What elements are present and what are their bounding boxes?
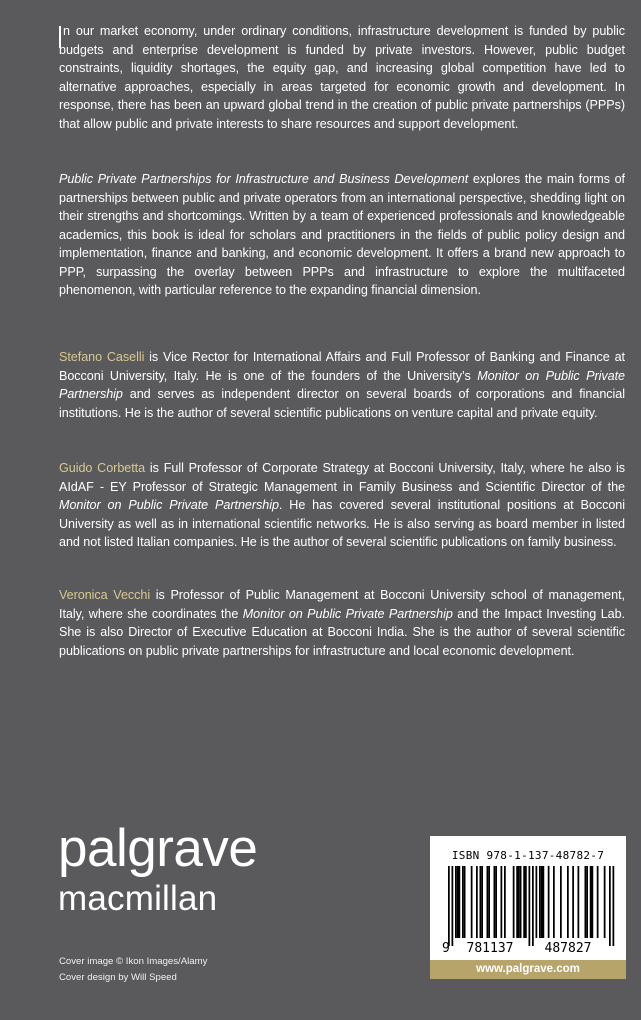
author-bio-caselli xyxy=(59,348,625,422)
description-paragraph xyxy=(59,170,625,300)
barcode-bar xyxy=(532,866,534,946)
author-name: Guido Corbetta xyxy=(59,461,146,475)
barcode-bar xyxy=(452,866,454,946)
publisher-line-macmillan: macmillan xyxy=(58,879,218,918)
bio-text: and the Impact Investing Lab. She is also Director of Executive Education at Bocconi India. She is the author of several scientific publications on public private partnerships for infrastructure and local economic development. xyxy=(59,606,626,658)
barcode-bar xyxy=(578,866,580,938)
cover-credits xyxy=(59,954,207,986)
barcode-bar xyxy=(597,866,599,938)
barcode-bar xyxy=(494,866,496,938)
barcode-bar xyxy=(518,866,520,938)
barcode-bar xyxy=(590,866,592,938)
description-text: explores the main forms of partnerships between public and private operators from an international perspective, shedding light on their strengths and shortcomings. Written by a team of experienced professionals and knowledgeable academics, this book is ideal for scholars and practitioners in the fields of public policy design and implementation, finance and banking, and economic development. It offers a brand new approach to PPP, surpassing the overlay between PPPs and infrastructure to explore the multifaceted phenomenon, with particular reference to the expanding financial dimension. xyxy=(59,172,626,297)
barcode-bar xyxy=(592,866,594,938)
barcode-bar xyxy=(548,866,550,938)
bio-text: is Vice Rector for International Affairs and Full Professor of Banking and Finance at Bocconi University, Italy. He is one of the founders of the University’s xyxy=(59,350,625,383)
bio-text: is Professor of Public Management at Bocconi University school of management, Italy, where she coordinates the xyxy=(59,588,625,621)
intro-text: n our market economy, under ordinary conditions, infrastructure development is funded by public budgets and enterprise development is funded by private investors. However, public budget constraints, liquidity shortages, the equity gap, and increasing global competition have led to alternative approaches, especially in areas targeted for economic growth and development. In response, there has been an upward global trend in the creation of public private partnerships (PPPs) that allow public and private interests to share resources and support development. xyxy=(59,24,625,131)
barcode-digits-left: 781137 xyxy=(466,941,514,956)
barcode-bar xyxy=(523,866,525,938)
bio-text: . He has covered several institutional positions at Bocconi University as well as in international scientific networks. He is also serving as board member in listed and not listed Italian companies. He is the author of several scientific publications on family business. xyxy=(59,498,625,549)
barcode-graphic xyxy=(430,836,626,960)
barcode-bar xyxy=(481,866,483,938)
publisher-logo xyxy=(58,819,258,918)
barcode-bar xyxy=(462,866,464,938)
barcode-bar xyxy=(459,866,461,938)
barcode-bar xyxy=(504,866,506,938)
cover-image-credit: Cover image © Ikon Images/Alamy xyxy=(59,956,208,967)
barcode-bar xyxy=(586,866,588,938)
barcode-bar xyxy=(457,866,459,938)
barcode-bar xyxy=(541,866,543,938)
barcode-bar xyxy=(553,866,555,938)
bio-italic: Monitor on Public Private Partnership xyxy=(59,368,625,401)
barcode-bar xyxy=(604,866,606,938)
barcode-bar xyxy=(448,866,450,946)
barcode-digits-right: 487827 xyxy=(544,941,592,956)
barcode-bar xyxy=(476,866,478,938)
bio-text: is Full Professor of Corporate Strategy at Bocconi University, Italy, where he also is AIdAF - EY Professor of Strategic Management in Family Business and Scientific Director of the xyxy=(59,461,625,494)
publisher-line-palgrave: palgrave xyxy=(58,819,258,878)
author-name: Stefano Caselli xyxy=(59,350,145,364)
barcode-bar xyxy=(609,866,611,946)
barcode-bar xyxy=(560,866,562,938)
barcode-bar xyxy=(471,866,473,938)
bio-text: and serves as independent director on several boards of corporations and financial institutions. He is the author of several scientific publications on venture capital and private equity. xyxy=(59,387,625,420)
barcode-bar xyxy=(520,866,522,938)
book-title: Public Private Partnerships for Infrastructure and Business Development xyxy=(59,172,469,186)
barcode-bar xyxy=(455,866,457,938)
author-name: Veronica Vecchi xyxy=(59,588,151,602)
barcode-bar xyxy=(585,866,587,938)
barcode-bar xyxy=(495,866,497,938)
cover-design-credit: Cover design by Will Speed xyxy=(59,972,177,983)
isbn-label: ISBN 978-1-137-48782-7 xyxy=(451,849,605,862)
barcode-bar xyxy=(539,866,541,938)
barcode-bar xyxy=(529,866,531,946)
author-bio-corbetta xyxy=(59,459,625,552)
barcode-bar xyxy=(480,866,482,938)
bio-italic: Monitor on Public Private Partnership xyxy=(59,498,279,512)
barcode-bar xyxy=(572,866,574,938)
barcode-bar xyxy=(501,866,503,938)
barcode-bars xyxy=(448,866,614,946)
barcode-bar xyxy=(513,866,515,938)
barcode-bar xyxy=(516,866,518,938)
barcode-bar xyxy=(536,866,538,938)
barcode-bar xyxy=(487,866,489,938)
barcode-bar xyxy=(613,866,615,946)
barcode-bar xyxy=(525,866,527,938)
bio-italic: Monitor on Public Private Partnership xyxy=(242,606,453,621)
barcode-bar xyxy=(567,866,569,938)
website-band xyxy=(430,960,626,979)
barcode-digit-lead: 9 xyxy=(442,941,450,956)
intro-paragraph xyxy=(59,22,625,133)
author-bio-vecchi xyxy=(59,586,625,660)
barcode-bar xyxy=(488,866,490,938)
barcode-bar xyxy=(543,866,545,938)
isbn-barcode xyxy=(430,836,626,960)
barcode-bar xyxy=(464,866,466,938)
website-url[interactable]: www.palgrave.com xyxy=(476,963,580,975)
